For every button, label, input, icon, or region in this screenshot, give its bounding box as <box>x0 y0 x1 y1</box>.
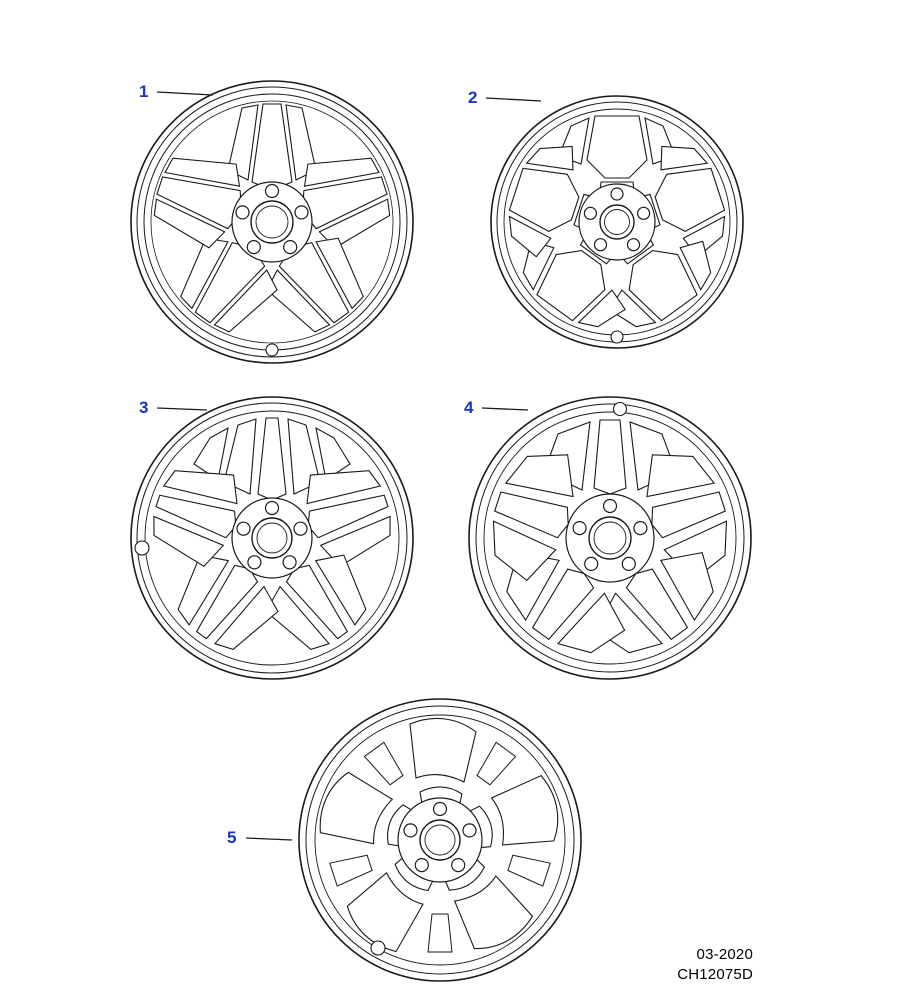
wheel-1 <box>131 81 413 363</box>
callout-label-4[interactable]: 4 <box>464 398 474 417</box>
leader-line-4 <box>482 408 528 410</box>
callout-label-2[interactable]: 2 <box>468 88 478 107</box>
drawing-date: 03-2020 <box>696 946 753 963</box>
leader-line-3 <box>157 408 207 410</box>
leader-line-1 <box>157 92 213 95</box>
wheel-3 <box>131 397 413 679</box>
drawing-code: CH12075D <box>677 966 753 983</box>
wheel-4 <box>469 397 751 679</box>
wheel-5 <box>299 699 581 981</box>
leader-line-2 <box>486 98 541 101</box>
callout-label-3[interactable]: 3 <box>139 398 149 417</box>
leader-line-5 <box>246 838 292 840</box>
callout-label-5[interactable]: 5 <box>227 828 237 847</box>
wheel-2 <box>491 96 743 348</box>
callout-label-1[interactable]: 1 <box>139 82 149 101</box>
